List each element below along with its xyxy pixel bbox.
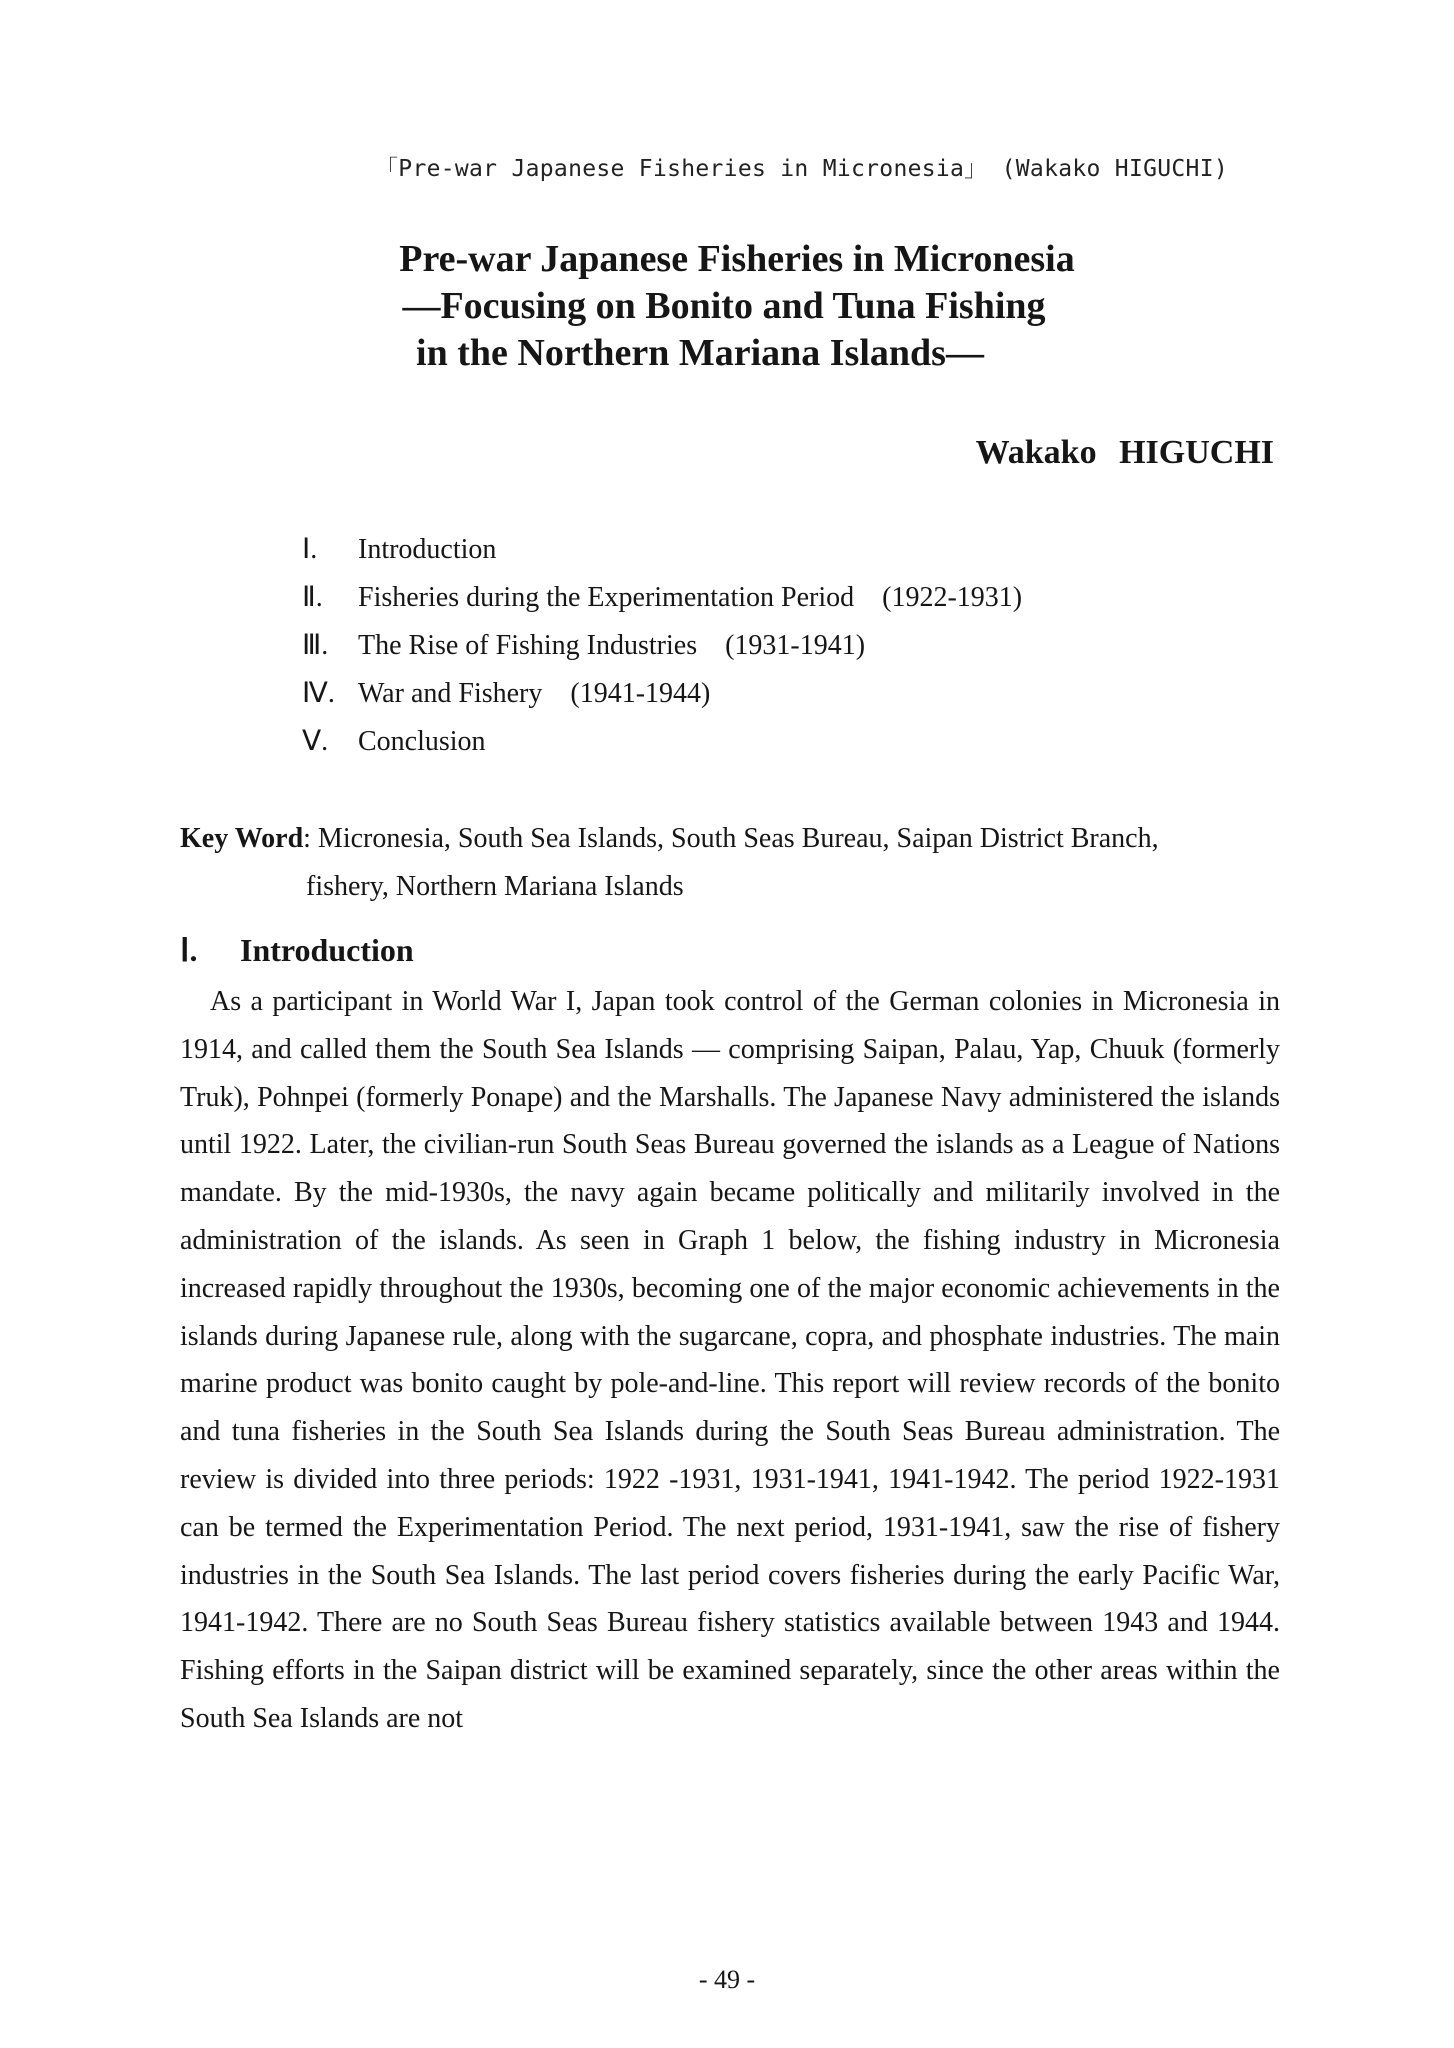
toc-item-text: The Rise of Fishing Industries (1931-1941) (358, 630, 866, 661)
toc-item-text: Fisheries during the Experimentation Period (1922-1931) (358, 582, 1023, 613)
title-line-2: —Focusing on Bonito and Tuna Fishing (402, 285, 1046, 327)
table-of-contents (302, 526, 1022, 766)
author-name: Wakako HIGUCHI (975, 434, 1274, 471)
toc-item-text: War and Fishery (1941-1944) (358, 678, 711, 709)
toc-item-number: Ⅲ. (302, 630, 329, 661)
body-text (180, 978, 1280, 1743)
title-line-1: Pre-war Japanese Fisheries in Micronesia (399, 238, 1075, 280)
section-heading-introduction (180, 931, 414, 969)
toc-item-text: Introduction (358, 534, 497, 565)
toc-item-number: Ⅳ. (302, 678, 335, 709)
keywords-line-1: : Micronesia, South Sea Islands, South Seas Bureau, Saipan District Branch, (303, 823, 1159, 854)
toc-item-rise-of-fishing (302, 622, 1022, 670)
toc-item-number: Ⅰ. (302, 534, 318, 565)
body-paragraph: As a participant in World War I, Japan took control of the German colonies in Micronesia in 1914, and called them the South Sea Islands — comprising Saipan, Palau, Yap, Chuuk (formerly Truk), Pohnpei (formerly Ponape) and the Marshalls. The Japanese Navy administered the islands until 1922. Later, the civilian-run South Seas Bureau governed the islands as a League of Nations mandate. By the mid-1930s, the navy again became politically and militarily involved in the administration of the islands. As seen in Graph 1 below, the fishing industry in Micronesia increased rapidly throughout the 1930s, becoming one of the major economic achievements in the islands during Japanese rule, along with the sugarcane, copra, and phosphate industries. The main marine product was bonito caught by pole-and-line. This report will review records of the bonito and tuna fisheries in the South Sea Islands during the South Seas Bureau administration. The review is divided into three periods: 1922 -1931, 1931-1941, 1941-1942. The period 1922-1931 can be termed the Experimentation Period. The next period, 1931-1941, saw the rise of fishery industries in the South Sea Islands. The last period covers fisheries during the early Pacific War, 1941-1942. There are no South Seas Bureau fishery statistics available between 1943 and 1944. Fishing efforts in the Saipan district will be examined separately, since the other areas within the South Sea Islands are not (180, 986, 1280, 1734)
toc-item-experimentation-period (302, 574, 1022, 622)
keywords (180, 815, 1290, 911)
running-header: 「Pre-war Japanese Fisheries in Micronesia」 (Wakako HIGUCHI) (375, 156, 1228, 182)
toc-item-number: Ⅴ. (302, 726, 329, 757)
page-number: - 49 - (698, 1965, 756, 1994)
title-line-3: in the Northern Mariana Islands— (416, 332, 984, 374)
toc-item-war-and-fishery (302, 670, 1022, 718)
toc-item-number: Ⅱ. (302, 582, 323, 613)
keywords-line-2: fishery, Northern Mariana Islands (306, 871, 684, 902)
toc-item-text: Conclusion (358, 726, 486, 757)
paper-title (0, 236, 1454, 377)
toc-item-conclusion (302, 718, 1022, 766)
toc-item-introduction (302, 526, 1022, 574)
section-title: Introduction (240, 932, 414, 968)
keywords-label: Key Word (180, 823, 304, 854)
section-number: Ⅰ. (180, 932, 198, 968)
